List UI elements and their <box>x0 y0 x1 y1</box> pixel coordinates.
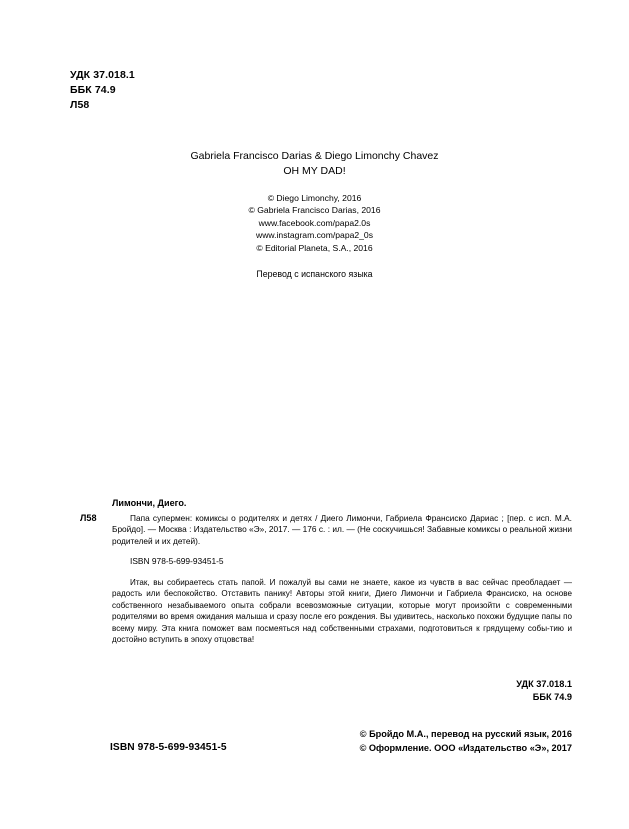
record-isbn: ISBN 978-5-699-93451-5 <box>130 556 224 567</box>
record-shelf-mark: Л58 <box>80 512 97 523</box>
bbk-code-bottom: ББК 74.9 <box>532 691 572 702</box>
bottom-rights-block <box>360 727 572 755</box>
translator-copyright: © Бройдо М.А., перевод на русский язык, 2016 <box>359 729 572 739</box>
isbn-bottom: ISBN 978-5-699-93451-5 <box>110 742 227 753</box>
udk-code-top: УДК 37.018.1 <box>70 69 135 81</box>
record-description: Папа супермен: комиксы о родителях и детях / Диего Лимончи, Габриела Франсиско Дариас ; [пер. с исп. М.А. Бройдо]. — Москва : Издательство «Э», 2017. — 176 с. : ил. — (Не соскучишься! Забавные комиксы о реальной жизни родителей и их детей). <box>112 512 572 546</box>
classification-codes-bottom <box>516 678 572 703</box>
credits-block <box>0 150 629 279</box>
publisher-copyright: © Оформление. ООО «Издательство «Э», 2017 <box>359 743 572 753</box>
instagram-url: www.instagram.com/papa2_0s <box>255 230 374 241</box>
shelf-code-top: Л58 <box>70 99 90 111</box>
rights-line-5: © Editorial Planeta, S.A., 2016 <box>256 242 373 253</box>
record-author: Лимончи, Диего. <box>112 498 187 508</box>
rights-line-1: © Diego Limonchy, 2016 <box>267 192 362 203</box>
translation-note: Перевод с испанского языка <box>256 269 373 280</box>
bbk-code-top: ББК 74.9 <box>70 84 116 96</box>
classification-codes-top <box>70 68 135 113</box>
bibliographic-record <box>80 498 572 645</box>
original-authors: Gabriela Francisco Darias & Diego Limonchy Chavez <box>190 150 439 162</box>
record-annotation: Итак, вы собираетесь стать папой. И пожалуй вы сами не знаете, какое из чувств в вас сейчас преобладает — радость или беспокойство. Отставить панику! Авторы этой книги, Диего Лимончи и Габриела Франсиско, на основе собственного незабываемого опыта собрали всевозможные ситуации, которые могут произойти с современными родителями во время ожидания малыша и сразу после его рождения. Вы удивитесь, насколько похожи будущие папы по всему миру. Эта книга поможет вам посмеяться над собственными страхами, подготовиться к грядущему собы-тию и достойно вступить в эпоху отцовства! <box>112 577 572 644</box>
record-description-row <box>80 512 572 548</box>
rights-line-2: © Gabriela Francisco Darias, 2016 <box>248 205 381 216</box>
facebook-url: www.facebook.com/papa2.0s <box>258 217 371 228</box>
udk-code-bottom: УДК 37.018.1 <box>516 679 572 689</box>
original-title: OH MY DAD! <box>283 164 346 177</box>
